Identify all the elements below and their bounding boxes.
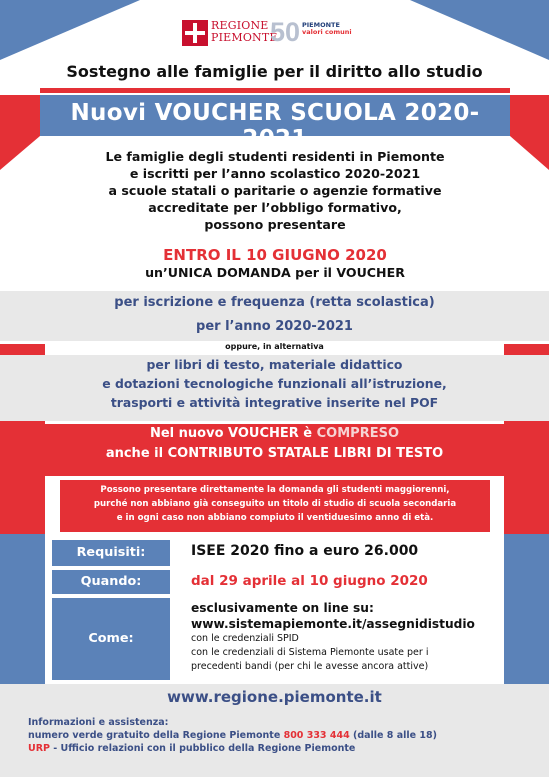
fifty-years-logo: 50	[270, 17, 301, 47]
info-text: numero verde gratuito della Regione Piemonte	[28, 730, 284, 741]
info-phone-line	[28, 729, 528, 742]
urp-text: - Ufficio relazioni con il pubblico della Regione Piemonte	[50, 743, 356, 754]
option-retta-line2: per l’anno 2020-2021	[196, 319, 353, 334]
maggiorenni-line1: Possono presentare direttamente la domanda gli studenti maggiorenni,	[100, 485, 450, 495]
come-precedenti: precedenti bandi (per chi le avesse ancora attive)	[191, 661, 429, 672]
regione-piemonte-logo	[211, 20, 278, 44]
requisiti-label: Requisiti:	[52, 540, 170, 566]
come-spid: con le credenziali SPID	[191, 633, 299, 644]
maggiorenni-line3: e in ogni caso non abbiano compiuto il ventiduesimo anno di età.	[116, 513, 434, 523]
page-subtitle: Sostegno alle famiglie per il diritto allo studio	[66, 62, 483, 81]
intro-line: Le famiglie degli studenti residenti in Piemonte	[105, 149, 445, 164]
intro-line: possono presentare	[204, 217, 346, 232]
come-label: Come:	[52, 598, 170, 680]
intro-line: accreditate per l’obbligo formativo,	[148, 200, 402, 215]
intro-line: e iscritti per l’anno scolastico 2020-2021	[129, 166, 421, 181]
urp-line	[28, 742, 528, 755]
quando-value: dal 29 aprile al 10 giugno 2020	[191, 573, 428, 589]
option-libri-line2: e dotazioni tecnologiche funzionali all’istruzione,	[102, 376, 447, 391]
intro-line: a scuole statali o paritarie o agenzie formative	[108, 183, 442, 198]
quando-label: Quando:	[52, 570, 170, 594]
option-retta-line1: per iscrizione e frequenza (retta scolastica)	[114, 295, 435, 310]
requisiti-value: ISEE 2020 fino a euro 26.000	[191, 543, 419, 559]
come-sistema: con le credenziali di Sistema Piemonte usate per i	[191, 647, 429, 658]
compreso-banner	[0, 424, 549, 476]
logo-line2: PIEMONTE	[211, 31, 278, 44]
caption-top: PIEMONTE	[302, 21, 340, 29]
oppure-label: oppure, in alternativa	[225, 342, 324, 351]
info-block	[28, 716, 528, 755]
page-title: Nuovi VOUCHER SCUOLA 2020-2021	[70, 100, 480, 152]
regione-piemonte-flag-icon	[182, 20, 208, 46]
option-libri-line3: trasporti e attività integrative inserite nel POF	[110, 395, 439, 410]
compreso-line2: anche il CONTRIBUTO STATALE LIBRI DI TESTO	[105, 446, 444, 461]
intro-text	[50, 148, 500, 233]
come-details	[191, 600, 506, 674]
option-libri-line1: per libri di testo, materiale didattico	[146, 357, 403, 372]
logo-line1: REGIONE	[211, 19, 269, 32]
come-line1: esclusivamente on line su:	[191, 601, 374, 615]
info-hours: (dalle 8 alle 18)	[349, 730, 437, 741]
urp-label: URP	[28, 743, 50, 754]
info-title: Informazioni e assistenza:	[28, 717, 169, 728]
info-phone: 800 333 444	[283, 730, 350, 741]
title-divider	[40, 88, 510, 93]
compreso-highlight: COMPRESO	[316, 426, 400, 441]
option-libri	[0, 355, 549, 421]
maggiorenni-note	[60, 480, 490, 532]
compreso-line1	[0, 424, 549, 444]
come-url: www.sistemapiemonte.it/assegnidistudio	[191, 617, 475, 631]
maggiorenni-line2: purché non abbiano già conseguito un titolo di studio di scuola secondaria	[93, 499, 457, 509]
fifty-years-caption	[302, 22, 352, 36]
website-link[interactable]: www.regione.piemonte.it	[167, 688, 382, 706]
option-retta	[0, 291, 549, 341]
caption-bottom: valori comuni	[302, 28, 352, 36]
unica-domanda: un’UNICA DOMANDA per il VOUCHER	[145, 265, 405, 280]
compreso-text: Nel nuovo VOUCHER è	[149, 426, 317, 441]
deadline: ENTRO IL 10 GIUGNO 2020	[163, 246, 387, 264]
